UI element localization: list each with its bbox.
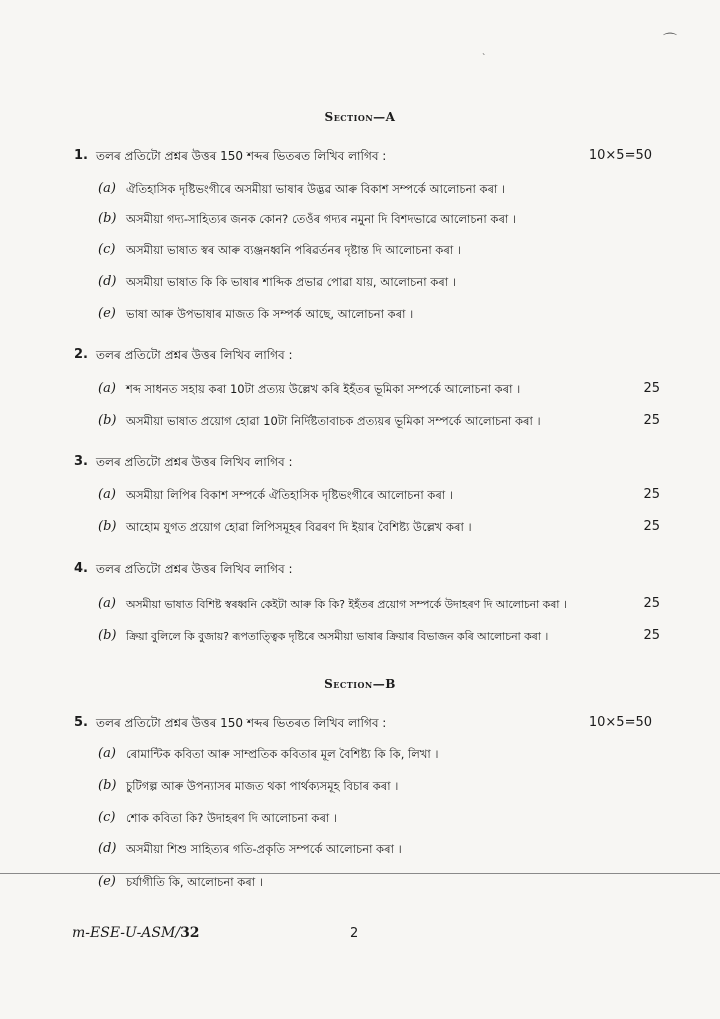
paper-code-number: 32 xyxy=(180,925,200,941)
sub-question-label: (b) xyxy=(98,628,117,643)
sub-question-text: অসমীয়া ভাষাত প্ৰয়োগ হোৱা 10টা নিৰ্দিষ্টতাবাচক প্ৰত্যয়ৰ ভূমিকা সম্পৰ্কে আলোচনা কৰা । xyxy=(126,414,541,428)
question-text: তলৰ প্ৰতিটো প্ৰশ্নৰ উত্তৰ লিখিব লাগিব : xyxy=(96,562,293,576)
scan-mark-icon: ⌒ xyxy=(663,33,677,49)
sub-question-label: (b) xyxy=(98,211,117,226)
section-a-title: Section—A xyxy=(324,110,396,124)
sub-question-text: আহোম যুগত প্ৰয়োগ হোৱা লিপিসমূহৰ বিৱৰণ দি ইয়াৰ বৈশিষ্ট্য উল্লেখ কৰা । xyxy=(126,520,472,534)
sub-question-label: (d) xyxy=(98,841,117,856)
sub-question-text: অসমীয়া শিশু সাহিত্যৰ গতি-প্ৰকৃতি সম্পৰ্কে আলোচনা কৰা । xyxy=(126,842,402,856)
sub-question-text: ঐতিহাসিক দৃষ্টিভংগীৰে অসমীয়া ভাষাৰ উদ্ভৱ আৰু বিকাশ সম্পৰ্কে আলোচনা কৰা । xyxy=(126,182,506,196)
sub-question-label: (a) xyxy=(98,487,116,502)
question-number: 3. xyxy=(74,454,88,469)
sub-question-text: অসমীয়া ভাষাত বিশিষ্ট স্বৰধ্বনি কেইটা আৰু কি কি? ইহঁতৰ প্ৰয়োগ সম্পৰ্কে উদাহৰণ দি আলোচনা কৰা । xyxy=(126,598,567,611)
sub-question-text: অসমীয়া ভাষাত স্বৰ আৰু ব্যঞ্জনধ্বনি পৰিৱৰ্তনৰ দৃষ্টান্ত দি আলোচনা কৰা । xyxy=(126,243,461,257)
sub-question-label: (a) xyxy=(98,181,116,196)
sub-question-label: (a) xyxy=(98,596,116,611)
paper-code-prefix: m-ESE-U-ASM/ xyxy=(72,925,181,941)
question-text: তলৰ প্ৰতিটো প্ৰশ্নৰ উত্তৰ লিখিব লাগিব : xyxy=(96,455,293,469)
sub-question-marks: 25 xyxy=(643,487,660,502)
sub-question-text: চুটিগল্প আৰু উপন্যাসৰ মাজত থকা পাৰ্থক্যসমূহ বিচাৰ কৰা । xyxy=(126,779,399,793)
sub-question-marks: 25 xyxy=(643,381,660,396)
question-marks: 10×5=50 xyxy=(588,715,652,730)
page-number: 2 xyxy=(350,926,359,941)
sub-question-label: (b) xyxy=(98,413,117,428)
sub-question-text: অসমীয়া গদ্য-সাহিত্যৰ জনক কোন? তেওঁৰ গদ্যৰ নমুনা দি বিশদভাৱে আলোচনা কৰা । xyxy=(126,212,517,226)
sub-question-text: শব্দ সাধনত সহায় কৰা 10টা প্ৰত্যয় উল্লেখ কৰি ইহঁতৰ ভূমিকা সম্পৰ্কে আলোচনা কৰা । xyxy=(126,382,521,396)
question-text: তলৰ প্ৰতিটো প্ৰশ্নৰ উত্তৰ 150 শব্দৰ ভিতৰত লিখিব লাগিব : xyxy=(96,716,387,730)
sub-question-text: অসমীয়া লিপিৰ বিকাশ সম্পৰ্কে ঐতিহাসিক দৃষ্টিভংগীৰে আলোচনা কৰা । xyxy=(126,488,453,502)
sub-question-text: শোক কবিতা কি? উদাহৰণ দি আলোচনা কৰা । xyxy=(126,811,338,825)
sub-question-text: ভাষা আৰু উপভাষাৰ মাজত কি সম্পৰ্ক আছে, আলোচনা কৰা । xyxy=(126,307,414,321)
sub-question-text: অসমীয়া ভাষাত কি কি ভাষাৰ শাব্দিক প্ৰভাৱ পোৱা যায়, আলোচনা কৰা । xyxy=(126,275,456,289)
sub-question-label: (e) xyxy=(98,874,116,889)
section-b-title: Section—B xyxy=(324,677,396,691)
paper-code xyxy=(72,925,200,941)
sub-question-label: (a) xyxy=(98,746,116,761)
sub-question-label: (b) xyxy=(98,778,117,793)
question-text: তলৰ প্ৰতিটো প্ৰশ্নৰ উত্তৰ লিখিব লাগিব : xyxy=(96,348,293,362)
sub-question-text: ক্ৰিয়া বুলিলে কি বুজায়? ৰূপতাত্ত্বিক দৃষ্টিৰে অসমীয়া ভাষাৰ ক্ৰিয়াৰ বিভাজন কৰি আলোচনা কৰা । xyxy=(126,630,549,643)
question-marks: 10×5=50 xyxy=(588,148,652,163)
sub-question-label: (a) xyxy=(98,381,116,396)
sub-question-label: (c) xyxy=(98,810,116,825)
question-number: 2. xyxy=(74,347,88,362)
sub-question-label: (c) xyxy=(98,242,116,257)
question-number: 5. xyxy=(74,715,88,730)
sub-question-label: (d) xyxy=(98,274,117,289)
question-text: তলৰ প্ৰতিটো প্ৰশ্নৰ উত্তৰ 150 শব্দৰ ভিতৰত লিখিব লাগিব : xyxy=(96,149,387,163)
sub-question-text: চৰ্যাগীতি কি, আলোচনা কৰা । xyxy=(126,875,263,889)
question-number: 4. xyxy=(74,561,88,576)
scan-mark-icon: ˴ xyxy=(482,48,486,59)
question-number: 1. xyxy=(74,148,88,163)
sub-question-text: ৰোমান্টিক কবিতা আৰু সাম্প্ৰতিক কবিতাৰ মূল বৈশিষ্ট্য কি কি, লিখা । xyxy=(126,747,439,761)
sub-question-marks: 25 xyxy=(643,519,660,534)
sub-question-marks: 25 xyxy=(643,413,660,428)
sub-question-marks: 25 xyxy=(643,596,660,611)
sub-question-label: (e) xyxy=(98,306,116,321)
sub-question-label: (b) xyxy=(98,519,117,534)
sub-question-marks: 25 xyxy=(643,628,660,643)
